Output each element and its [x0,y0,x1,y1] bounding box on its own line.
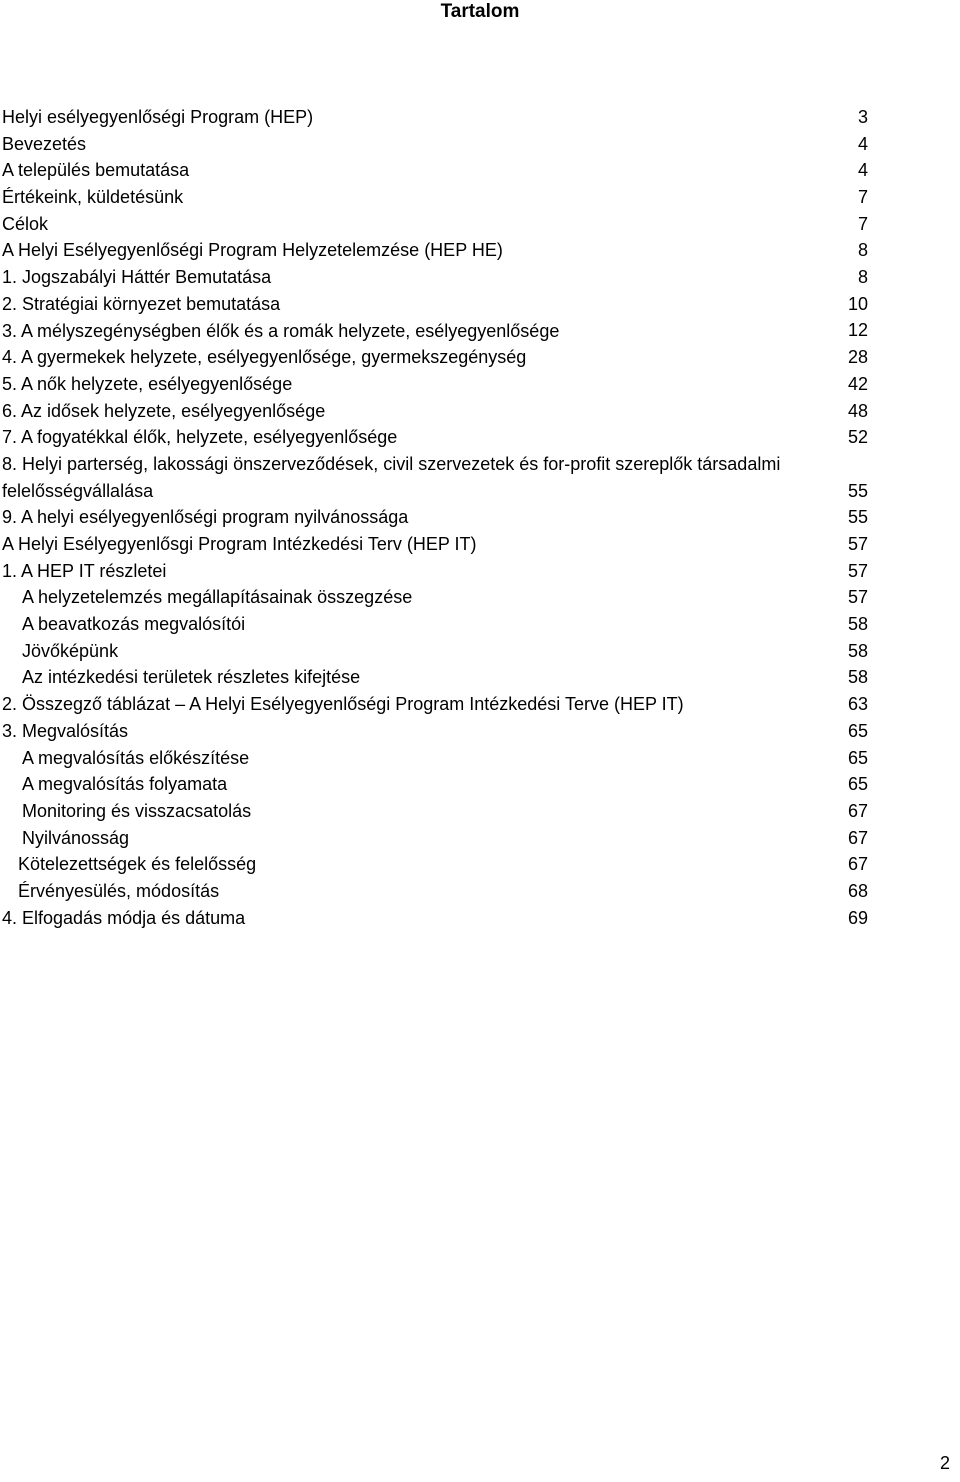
toc-entry-page: 12 [847,320,868,341]
toc-entry[interactable] [2,184,872,211]
toc-entry-title: 1. A HEP IT részletei [2,560,167,581]
toc-entry-page: 4 [857,133,868,154]
toc-entry-page: 57 [847,560,868,581]
toc-entry[interactable] [2,798,872,825]
toc-entry-page: 68 [847,880,868,901]
toc-entry-page: 55 [847,507,868,528]
toc-entry-page: 7 [857,187,868,208]
toc-entry-title: A megvalósítás folyamata [22,774,228,795]
toc-entry-title: 8. Helyi parterség, lakossági önszerveződések, civil szervezetek és for-profit szereplők társadalmi felelősségvállalása [2,453,781,501]
toc-entry-page: 28 [847,347,868,368]
toc-entry[interactable] [2,851,872,878]
toc-entry[interactable] [2,131,872,158]
toc-entry-title: A település bemutatása [2,160,190,181]
toc-entry-title: 4. A gyermekek helyzete, esélyegyenlősége, gyermekszegénység [2,347,527,368]
toc-entry[interactable] [2,558,872,585]
toc-entry-page: 65 [847,774,868,795]
toc-entry[interactable] [2,344,872,371]
toc-entry[interactable] [2,504,872,531]
toc-entry-page: 57 [847,534,868,554]
toc-entry[interactable] [2,611,872,638]
toc-entry-title: A Helyi Esélyegyenlősgi Program Intézkedési Terv (HEP IT) [2,534,477,555]
toc-entry-title: 7. A fogyatékkal élők, helyzete, esélyegyenlősége [2,427,398,448]
toc-entry-page: 57 [847,587,868,608]
toc-entry-page: 65 [847,747,868,768]
toc-entry[interactable] [2,664,872,691]
toc-entry[interactable] [2,745,872,772]
toc-entry[interactable] [2,424,872,451]
toc-entry-title: Érvényesülés, módosítás [18,880,220,901]
toc-entry-page: 58 [847,667,868,688]
toc-entry[interactable] [2,264,872,291]
toc-entry[interactable] [2,584,872,611]
toc-entry-title: Helyi esélyegyenlőségi Program (HEP) [2,107,314,127]
toc-entry-title: Célok [2,213,49,234]
toc-entry[interactable] [2,691,872,718]
toc-entry[interactable] [2,531,872,558]
toc-entry-page: 8 [857,267,868,288]
toc-entry-page: 63 [847,694,868,715]
toc-entry[interactable] [2,825,872,852]
toc-entry[interactable] [2,157,872,184]
toc-entry-page: 69 [847,907,868,928]
toc-entry-page: 42 [847,373,868,394]
toc-entry-title: A megvalósítás előkészítése [22,747,250,768]
toc-entry-title: Kötelezettségek és felelősség [18,854,257,875]
toc-entry-page: 7 [857,213,868,234]
toc-entry[interactable] [2,291,872,318]
table-of-contents [2,104,872,931]
toc-entry-title: A Helyi Esélyegyenlőségi Program Helyzetelemzése (HEP HE) [2,240,503,261]
toc-entry-title: Értékeink, küldetésünk [2,187,184,208]
toc-entry-title: Bevezetés [2,133,87,154]
toc-entry-page: 67 [847,827,868,848]
toc-entry-page: 3 [857,106,868,127]
toc-entry-page: 55 [847,480,868,501]
toc-entry[interactable] [2,718,872,745]
toc-entry[interactable] [2,237,872,264]
toc-entry-page: 8 [857,240,868,261]
toc-entry-page: 67 [847,854,868,875]
toc-entry-title: 9. A helyi esélyegyenlőségi program nyilvánossága [2,507,409,528]
toc-entry-title: Jövőképünk [22,640,119,661]
toc-entry-page: 58 [847,640,868,661]
toc-entry-page: 52 [847,427,868,448]
toc-entry-title: A beavatkozás megvalósítói [22,614,246,635]
toc-entry-page: 65 [847,720,868,741]
toc-entry[interactable] [2,451,872,504]
toc-entry-page: 10 [847,293,868,314]
toc-entry[interactable] [2,211,872,238]
toc-entry[interactable] [2,398,872,425]
page-title: Tartalom [440,1,520,22]
toc-entry[interactable] [2,878,872,905]
toc-entry[interactable] [2,371,872,398]
toc-entry-page: 58 [847,614,868,635]
toc-entry-title: Az intézkedési területek részletes kifejtése [22,667,361,688]
toc-entry-title: A helyzetelemzés megállapításainak összegzése [22,587,413,608]
toc-entry-title: Nyilvánosság [22,827,130,848]
toc-entry[interactable] [2,771,872,798]
toc-entry-page: 4 [857,160,868,181]
toc-entry-page: 48 [847,400,868,421]
toc-entry-title: 1. Jogszabályi Háttér Bemutatása [2,267,272,288]
toc-entry[interactable] [2,905,872,932]
toc-entry-page: 67 [847,800,868,821]
toc-entry[interactable] [2,638,872,665]
toc-entry[interactable] [2,318,872,345]
toc-entry-title: 5. A nők helyzete, esélyegyenlősége [2,373,293,394]
toc-entry-title: Monitoring és visszacsatolás [22,800,252,821]
toc-entry-title: 2. Stratégiai környezet bemutatása [2,293,281,314]
toc-entry-title: 6. Az idősek helyzete, esélyegyenlősége [2,400,326,421]
toc-entry-title: 3. Megvalósítás [2,720,129,741]
page-number: 2 [940,1453,951,1473]
toc-entry-title: 4. Elfogadás módja és dátuma [2,907,246,928]
toc-entry-title: 2. Összegző táblázat – A Helyi Esélyegyenlőségi Program Intézkedési Terve (HEP IT) [2,694,684,715]
toc-entry[interactable] [2,104,872,131]
toc-entry-title: 3. A mélyszegénységben élők és a romák helyzete, esélyegyenlősége [2,320,560,341]
